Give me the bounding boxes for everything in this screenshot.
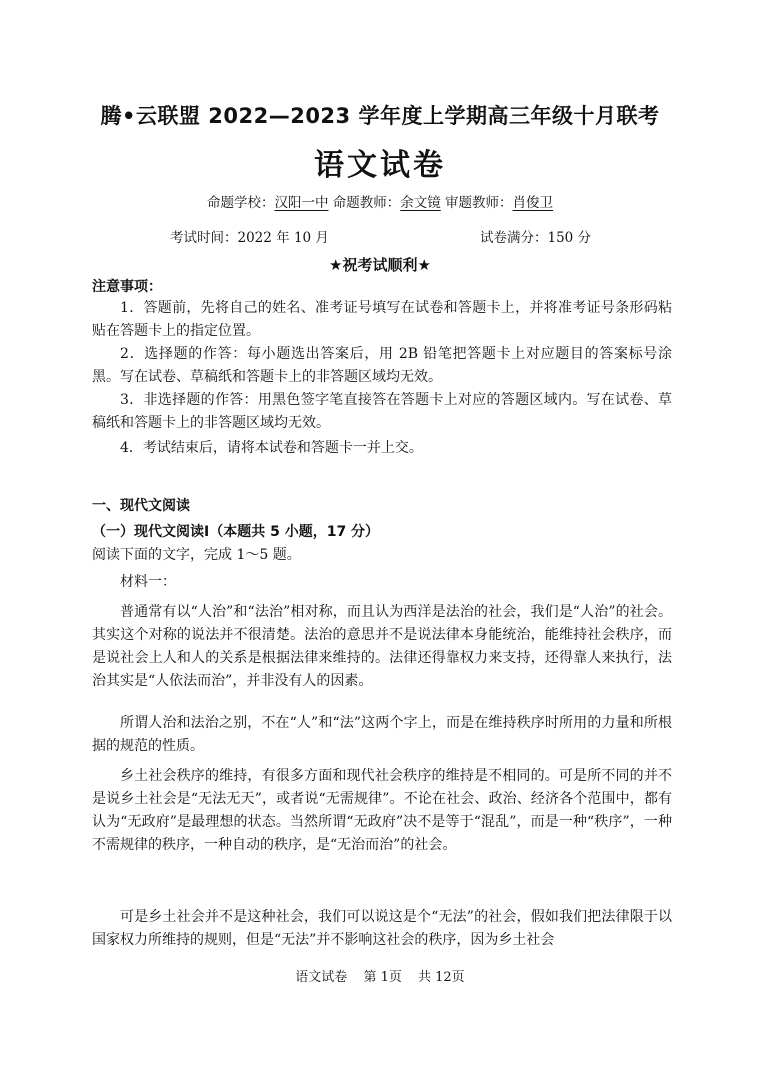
footer-page-number: 第 1页 xyxy=(363,970,402,985)
setter-label: 命题教师： xyxy=(332,195,401,211)
page-footer xyxy=(0,966,760,985)
paragraph: 乡土社会秩序的维持，有很多方面和现代社会秩序的维持是不相同的。可是所不同的并不是说乡土社会是“无法无天”，或者说“无需规律”。不论在社会、政治、经济各个范围中，都有认为“无政府”是最理想的状态。当然所谓“无政府”决不是等于“混乱”，而是一种“秩序”，一种不需规律的秩序，一种自动的秩序，是“无治而治”的社会。 xyxy=(92,768,672,853)
note-item: 4．考试结束后，请将本试卷和答题卡一并上交。 xyxy=(120,440,423,456)
reviewer-name: 肖俊卫 xyxy=(512,195,554,211)
authors-line xyxy=(0,191,760,211)
reviewer-label: 审题教师： xyxy=(445,195,513,211)
exam-time: 考试时间：2022 年 10 月 xyxy=(170,230,329,246)
section-subtitle: （一）现代文阅读Ⅰ（本题共 5 小题，17 分） xyxy=(92,524,380,540)
material-label: 材料一： xyxy=(120,574,176,590)
exam-title: 腾•云联盟 2022—2023 学年度上学期高三年级十月联考 xyxy=(100,104,660,128)
footer-exam-name: 语文试卷 xyxy=(295,970,348,985)
paragraph: 可是乡土社会并不是这种社会，我们可以说这是个“无法”的社会，假如我们把法律限于以国家权力所维持的规则，但是“无法”并不影响这社会的秩序，因为乡土社会 xyxy=(92,909,672,948)
section-title: 一、现代文阅读 xyxy=(92,498,190,514)
exam-subtitle: 语文试卷 xyxy=(314,148,446,183)
good-luck-line: ★祝考试顺利★ xyxy=(329,256,431,274)
setter-name: 余文镜 xyxy=(400,195,441,211)
exam-score: 试卷满分：150 分 xyxy=(480,230,592,246)
school-label: 命题学校： xyxy=(206,195,275,211)
note-item: 2．选择题的作答：每小题选出答案后，用 2B 铅笔把答题卡上对应题目的答案标号涂黑。写在试卷、草稿纸和答题卡上的非答题区域均无效。 xyxy=(92,346,672,385)
paragraph: 所谓人治和法治之别，不在“人”和“法”这两个字上，而是在维持秩序时所用的力量和所根据的规范的性质。 xyxy=(92,715,672,754)
note-item: 1．答题前，先将自己的姓名、准考证号填写在试卷和答题卡上，并将准考证号条形码粘贴在答题卡上的指定位置。 xyxy=(92,300,672,339)
reading-instruction: 阅读下面的文字，完成 1～5 题。 xyxy=(92,547,301,563)
school-name: 汉阳一中 xyxy=(274,195,329,211)
footer-page-total: 共 12页 xyxy=(418,970,465,985)
note-item: 3．非选择题的作答：用黑色签字笔直接答在答题卡上对应的答题区域内。写在试卷、草稿纸和答题卡上的非答题区域均无效。 xyxy=(92,392,672,431)
notes-title: 注意事项： xyxy=(92,279,162,295)
paragraph: 普通常有以“人治”和“法治”相对称，而且认为西洋是法治的社会，我们是“人治”的社会。其实这个对称的说法并不很清楚。法治的意思并不是说法律本身能统治，能维持社会秩序，而是说社会上人和人的关系是根据法律来维持的。法律还得靠权力来支持，还得靠人来执行，法治其实是“人依法而治”，并非没有人的因素。 xyxy=(92,604,672,689)
